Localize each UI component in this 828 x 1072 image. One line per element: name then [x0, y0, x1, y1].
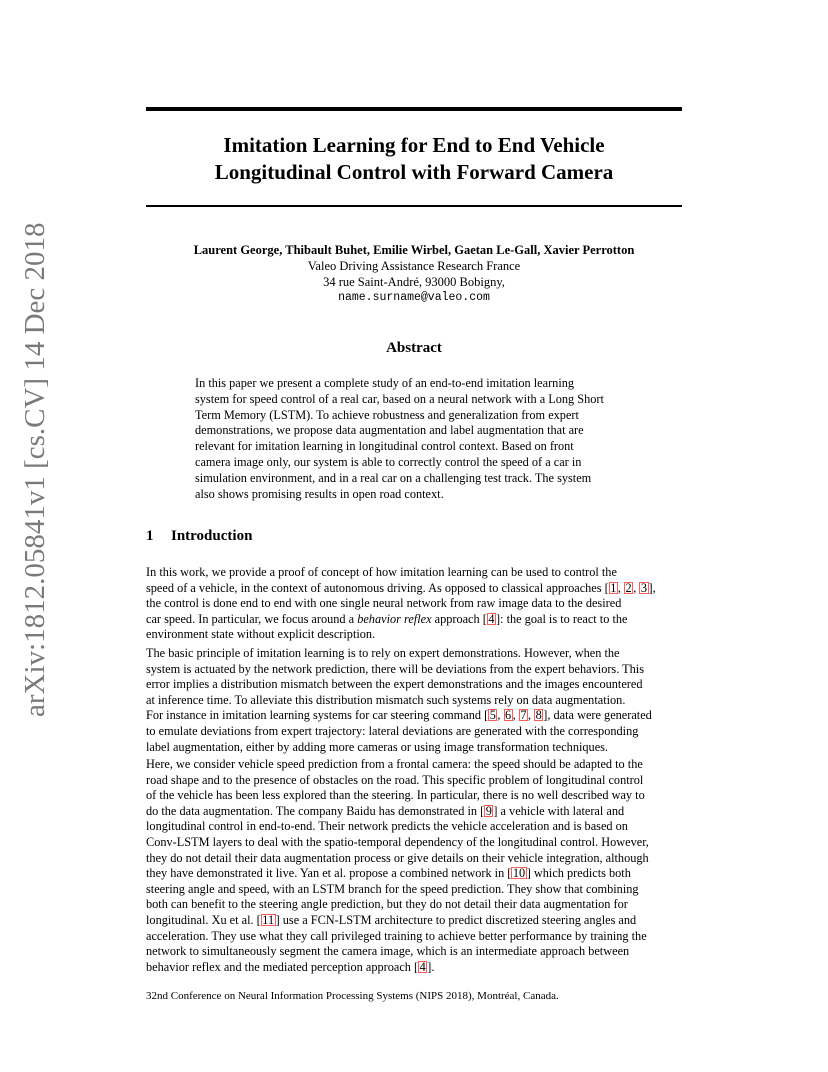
citation-link[interactable]: 5: [489, 708, 496, 723]
abstract-body: [195, 376, 635, 502]
text-line: network to simultaneously segment the camera image, which is an intermediate approach between: [146, 944, 630, 959]
text-line: they have demonstrated it live. Yan et al. propose a combined network in [ 10 ] which predicts both: [146, 866, 631, 881]
title-line-2: Longitudinal Control with Forward Camera: [214, 160, 614, 184]
text-line: both can benefit to the steering angle prediction, but they do not detail their data augmentation for: [146, 897, 628, 912]
title-rule-bottom: [146, 205, 682, 207]
text-line: error implies a distribution mismatch between the expert demonstrations and the images encountered: [146, 677, 643, 692]
text-line: environment state without explicit description.: [146, 627, 376, 642]
text-line: car speed. In particular, we focus around a behavior reflex approach [ 4 ]: the goal is to react to the: [146, 611, 628, 626]
text-line: label augmentation, either by adding more cameras or using image transformation techniques.: [146, 739, 609, 754]
text-line: Here, we consider vehicle speed prediction from a frontal camera: the speed should be adapted to the: [146, 757, 643, 771]
abstract-line: camera image only, our system is able to correctly control the speed of a car in: [195, 454, 582, 469]
abstract-line: Term Memory (LSTM). To achieve robustness and generalization from expert: [195, 407, 579, 422]
title-rule-top: [146, 107, 682, 111]
citation-link[interactable]: 8: [535, 708, 542, 723]
author-block: [146, 242, 682, 306]
text-line: speed of a vehicle, in the context of autonomous driving. As opposed to classical approaches [ 1 , 2 , 3 ],: [146, 580, 656, 595]
email: name.surname@valeo.com: [338, 291, 490, 304]
citation-link[interactable]: 9: [485, 803, 492, 818]
intro-paragraph-1: [146, 565, 682, 643]
citation-link[interactable]: 4: [419, 959, 426, 974]
section-number: 1: [146, 528, 154, 544]
text-line: For instance in imitation learning systems for car steering command [ 5 , 6 , 7 , 8 ], data were generated: [146, 708, 652, 723]
text-line: The basic principle of imitation learning is to rely on expert demonstrations. However, when the: [146, 646, 620, 660]
citation-link[interactable]: 7: [520, 708, 527, 723]
abstract-line: also shows promising results in open road context.: [195, 486, 444, 501]
text-line: Conv-LSTM layers to deal with the spatio-temporal dependency of the longitudinal control. However,: [146, 834, 649, 849]
abstract-line: In this paper we present a complete study of an end-to-end imitation learning: [195, 376, 575, 390]
section-heading-introduction: [146, 528, 252, 545]
text-line: they do not detail their data augmentation process or give details on their vehicle integration, although: [146, 850, 649, 865]
text-line: system is actuated by the network prediction, there will be deviations from the expert behaviors. This: [146, 661, 645, 676]
abstract-line: system for speed control of a real car, based on a neural network with a Long Short: [195, 391, 604, 406]
address: 34 rue Saint-André, 93000 Bobigny,: [323, 275, 505, 289]
abstract-line: simulation environment, and in a real car on a challenging test track. The system: [195, 470, 592, 485]
emphasis-text: behavior reflex: [357, 611, 432, 626]
citation-link[interactable]: 10: [512, 866, 526, 881]
text-line: longitudinal control in end-to-end. Their network predicts the vehicle acceleration and is based on: [146, 819, 628, 834]
title-line-1: Imitation Learning for End to End Vehicle: [223, 133, 605, 157]
citation-link[interactable]: 4: [488, 611, 495, 626]
text-line: the control is done end to end with one single neural network from raw image data to the desired: [146, 596, 622, 611]
arxiv-stamp-text: arXiv:1812.05841v1 [cs.CV] 14 Dec 2018: [19, 222, 51, 718]
text-line: steering angle and speed, with an LSTM branch for the speed prediction. They show that combining: [146, 881, 639, 896]
abstract-line: demonstrations, we propose data augmentation and label augmentation that are: [195, 423, 584, 438]
abstract-line: relevant for imitation learning in longitudinal control context. Based on front: [195, 439, 574, 454]
citation-link[interactable]: 1: [610, 580, 617, 595]
conference-footer: 32nd Conference on Neural Information Processing Systems (NIPS 2018), Montréal, Canada.: [146, 990, 559, 1002]
text-line: road shape and to the presence of obstacles on the road. This specific problem of longitudinal control: [146, 772, 644, 787]
citation-link[interactable]: 3: [640, 580, 647, 595]
citation-link[interactable]: 2: [625, 580, 632, 595]
abstract-heading: Abstract: [386, 340, 442, 356]
text-line: of the vehicle has been less explored than the steering. In particular, there is no well described way to: [146, 788, 645, 803]
section-title: Introduction: [171, 528, 253, 544]
citation-link[interactable]: 11: [262, 912, 275, 927]
text-line: at inference time. To alleviate this distribution mismatch such systems rely on data augmentation.: [146, 692, 626, 707]
affiliation: Valeo Driving Assistance Research France: [307, 259, 521, 273]
intro-paragraph-3: [146, 757, 682, 975]
text-line: behavior reflex and the mediated perception approach [ 4 ].: [146, 959, 435, 974]
text-line: do the data augmentation. The company Baidu has demonstrated in [ 9 ] a vehicle with lateral and: [146, 803, 625, 818]
paper-title: [146, 132, 682, 186]
citation-link[interactable]: 6: [505, 708, 512, 723]
intro-paragraph-2: [146, 646, 682, 755]
text-line: In this work, we provide a proof of concept of how imitation learning can be used to control the: [146, 565, 617, 579]
text-line: to emulate deviations from expert trajectory: lateral deviations are generated with the corresponding: [146, 723, 639, 738]
author-names: Laurent George, Thibault Buhet, Emilie Wirbel, Gaetan Le-Gall, Xavier Perrotton: [193, 243, 635, 257]
text-line: longitudinal. Xu et al. [ 11 ] use a FCN-LSTM architecture to predict discretized steering angles and: [146, 912, 637, 927]
text-line: acceleration. They use what they call privileged training to achieve better performance by training the: [146, 928, 647, 943]
